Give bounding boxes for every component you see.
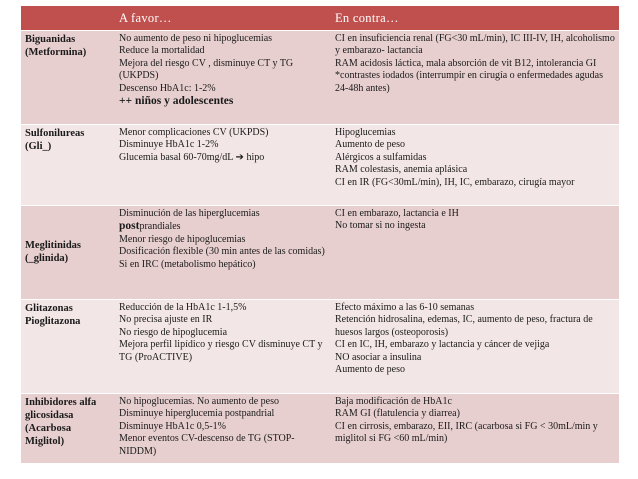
pros-item: Disminución de las hiperglucemias bbox=[119, 208, 260, 219]
header-cons: En contra… bbox=[331, 6, 619, 31]
drug-class-name: Glitazonas Pioglitazona bbox=[21, 300, 115, 394]
cons-cell bbox=[331, 125, 619, 206]
pros-cell bbox=[115, 31, 331, 125]
pros-item: Dosificación flexible (30 min antes de las comidas) bbox=[119, 246, 325, 258]
drug-class-name: Inhibidores alfa glicosidasa (Acarbosa Miglitol) bbox=[21, 394, 115, 464]
drug-class-name: Meglitinidas (_glinida) bbox=[21, 206, 115, 300]
table-row-meglitinidas bbox=[21, 206, 619, 300]
pros-item-emphasis: post bbox=[119, 220, 140, 233]
cons-item: Retención hidrosalina, edemas, IC, aumento de peso, fractura de huesos largos (osteoporosis) bbox=[335, 314, 593, 338]
cons-cell bbox=[331, 300, 619, 394]
pros-item: hipo bbox=[246, 151, 265, 163]
cons-item: NO asociar a insulina bbox=[335, 351, 422, 363]
pros-item-line bbox=[119, 152, 327, 164]
arrow-right-icon: ➔ bbox=[235, 151, 244, 163]
cons-item: RAM GI (flatulencia y diarrea) bbox=[335, 408, 460, 420]
pros-item: No hipoglucemias. No aumento de peso bbox=[119, 396, 279, 407]
cons-item: CI en insuficiencia renal (FG<30 mL/min), IC III-IV, IH, alcoholismo y embarazo- lactancia bbox=[335, 33, 615, 57]
pros-item: No precisa ajuste en IR bbox=[119, 314, 213, 326]
antidiabetic-comparison-table bbox=[21, 6, 619, 463]
cons-item: RAM acidosis láctica, mala absorción de vit B12, intolerancia GI bbox=[335, 57, 597, 69]
pros-item-highlight: ++ niños y adolescentes bbox=[119, 95, 234, 108]
header-pros: A favor… bbox=[115, 6, 331, 31]
pros-item: Menor eventos CV-descenso de TG (STOP-NIDDM) bbox=[119, 433, 295, 457]
drug-class-name: Biguanidas (Metformina) bbox=[21, 31, 115, 125]
cons-item: Alérgicos a sulfamidas bbox=[335, 151, 427, 163]
pros-item: Menor complicaciones CV (UKPDS) bbox=[119, 127, 269, 138]
table-row-sulfonilureas bbox=[21, 125, 619, 206]
cons-item: Efecto máximo a las 6-10 semanas bbox=[335, 302, 475, 313]
pros-item: Reducción de la HbA1c 1-1,5% bbox=[119, 302, 247, 313]
table-row-biguanidas bbox=[21, 31, 619, 125]
pros-item: prandiales bbox=[139, 221, 181, 233]
pros-item: Reduce la mortalidad bbox=[119, 45, 205, 57]
pros-cell bbox=[115, 206, 331, 300]
table-row-glitazonas bbox=[21, 300, 619, 394]
cons-item: CI en IR (FG<30mL/min), IH, IC, embarazo, cirugía mayor bbox=[335, 176, 575, 188]
pros-item: Mejora del riesgo CV , disminuye CT y TG (UKPDS) bbox=[119, 57, 294, 82]
cons-cell bbox=[331, 206, 619, 300]
pros-cell bbox=[115, 300, 331, 394]
cons-item: Hipoglucemias bbox=[335, 127, 396, 138]
cons-item: Aumento de peso bbox=[335, 139, 405, 151]
drug-class-name: Sulfonilureas (Gli_) bbox=[21, 125, 115, 206]
table-row-inhibidores-alfa-glicosidasa bbox=[21, 394, 619, 464]
cons-item: Aumento de peso bbox=[335, 364, 405, 376]
header-drug-class bbox=[21, 6, 115, 31]
cons-item: CI en cirrosis, embarazo, EII, IRC (acarbosa si FG < 30mL/min y miglitol si FG <60 mL/min) bbox=[335, 420, 598, 445]
pros-item: Si en IRC (metabolismo hepático) bbox=[119, 258, 256, 270]
pros-cell bbox=[115, 125, 331, 206]
pros-item: Disminuye HbA1c 1-2% bbox=[119, 139, 219, 151]
pros-item-line bbox=[119, 220, 327, 233]
pros-item: Disminuye hiperglucemia postpandrial bbox=[119, 408, 275, 420]
pros-item: Disminuye HbA1c 0,5-1% bbox=[119, 420, 226, 432]
cons-item: RAM colestasis, anemia aplásica bbox=[335, 164, 468, 176]
pros-item: No aumento de peso ni hipoglucemias bbox=[119, 33, 273, 44]
pros-cell bbox=[115, 394, 331, 464]
header-row bbox=[21, 6, 619, 31]
cons-item: Baja modificación de HbA1c bbox=[335, 396, 452, 407]
pros-item: Glucemia basal 60-70mg/dL bbox=[119, 151, 234, 163]
pros-item: No riesgo de hipoglucemia bbox=[119, 326, 228, 338]
cons-cell bbox=[331, 31, 619, 125]
cons-item: CI en IC, IH, embarazo y lactancia y cáncer de vejiga bbox=[335, 339, 550, 351]
cons-item: No tomar si no ingesta bbox=[335, 220, 426, 232]
pros-item: Menor riesgo de hipoglucemias bbox=[119, 233, 246, 245]
pros-item: Mejora perfil lipídico y riesgo CV disminuye CT y TG (ProACTIVE) bbox=[119, 339, 323, 363]
pros-item: Descenso HbA1c: 1-2% bbox=[119, 82, 216, 94]
cons-item: CI en embarazo, lactancia e IH bbox=[335, 208, 459, 219]
cons-item: *contrastes iodados (interrumpir en cirugía o enfermedades agudas 24-48h antes) bbox=[335, 70, 603, 94]
comparison-table-container bbox=[21, 6, 619, 463]
cons-cell bbox=[331, 394, 619, 464]
